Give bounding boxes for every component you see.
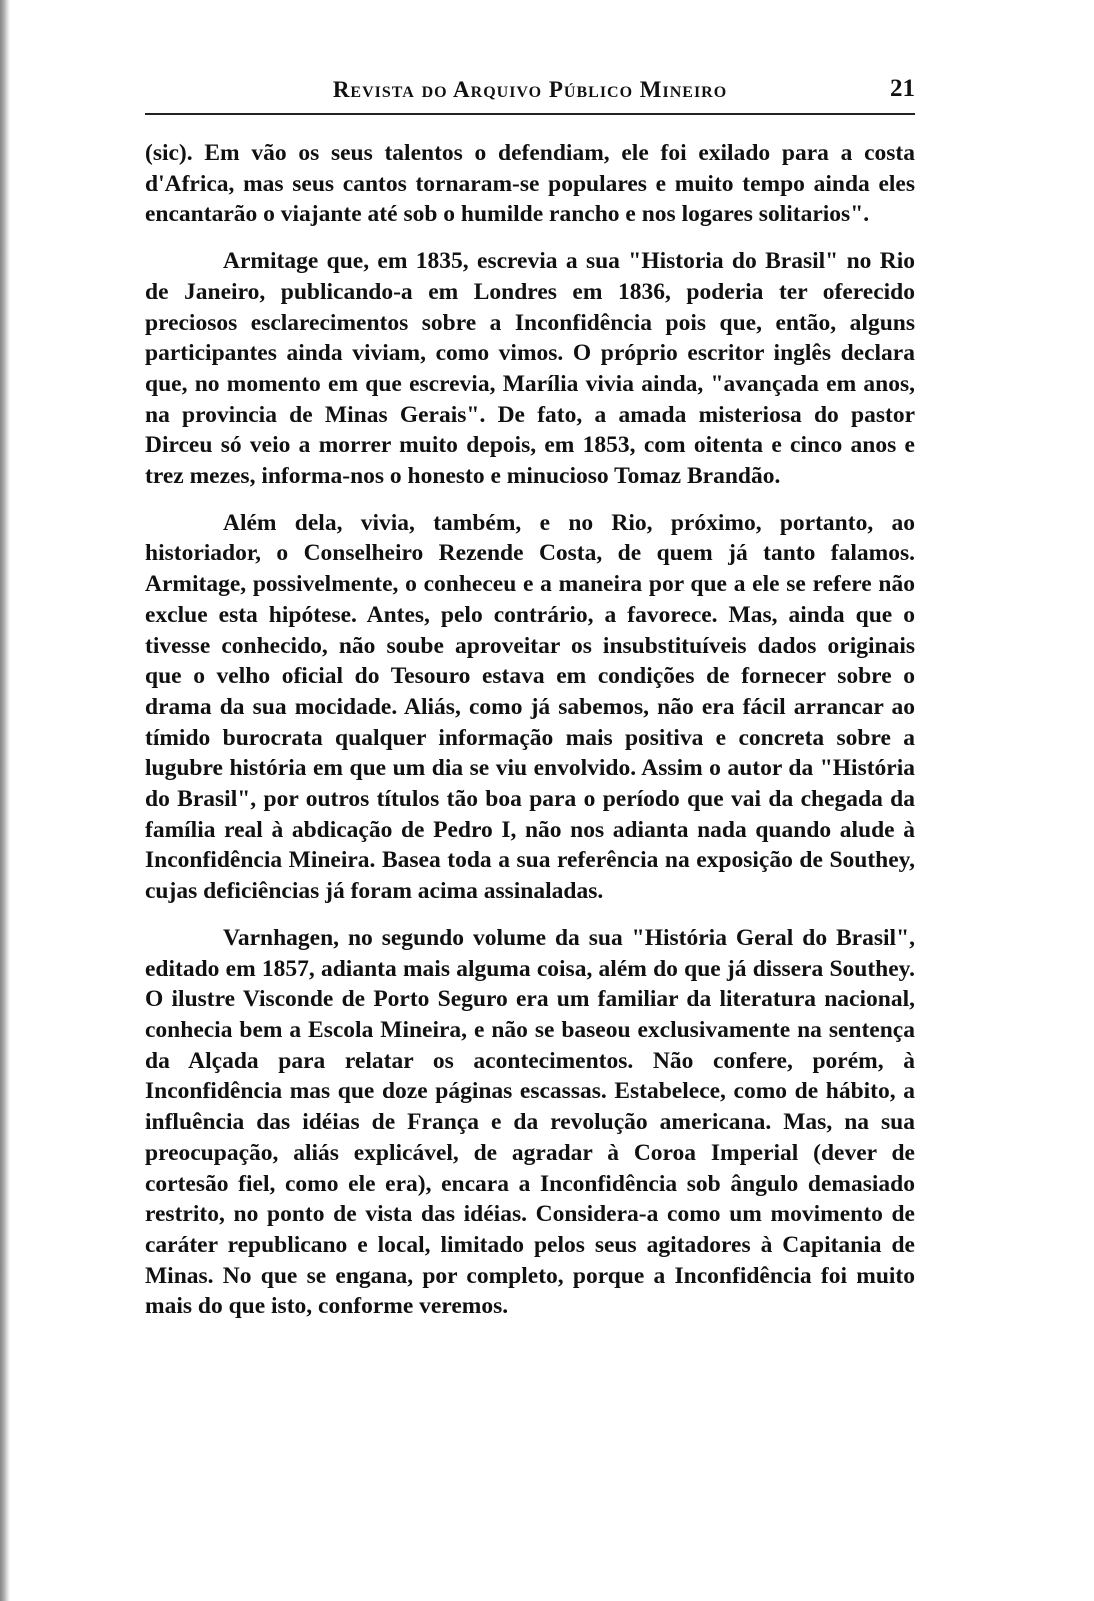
paragraph-4: Varnhagen, no segundo volume da sua "História Geral do Brasil", editado em 1857, adianta mais alguma coisa, além do que já dissera Southey. O ilustre Visconde de Porto Seguro era um familiar da literatura nacional, conhecia bem a Escola Mineira, e não se baseou exclusivamente na sentença da Alçada para relatar os acontecimentos. Não confere, porém, à Inconfidência mas que doze páginas escassas. Estabelece, como de hábito, a influência das idéias de França e da revolução americana. Mas, na sua preocupação, aliás explicável, de agradar à Coroa Imperial (dever de cortesão fiel, como ele era), encara a Inconfidência sob ângulo demasiado restrito, no ponto de vista das idéias. Considera-a como um movimento de caráter republicano e local, limitado pelos seus agitadores à Capitania de Minas. No que se engana, por completo, porque a Inconfidência foi muito mais do que isto, conforme veremos. bbox=[145, 924, 915, 1320]
scanned-page-edge bbox=[0, 0, 10, 1601]
paragraph-3: Além dela, vivia, também, e no Rio, próximo, portanto, ao historiador, o Conselheiro Rezende Costa, de quem já tanto falamos. Armitage, possivelmente, o conheceu e a maneira por que a ele se refere não exclue esta hipótese. Antes, pelo contrário, a favorece. Mas, ainda que o tivesse conhecido, não soube aproveitar os insubstituíveis dados originais que o velho oficial do Tesouro estava em condições de fornecer sobre o drama da sua mocidade. Aliás, como já sabemos, não era fácil arrancar ao tímido burocrata qualquer informação mais positiva e concreta sobre a lugubre história em que um dia se viu envolvido. Assim o autor da "História do Brasil", por outros títulos tão boa para o período que vai da chegada da família real à abdicação de Pedro I, não nos adianta nada quando alude à Inconfidência Mineira. Basea toda a sua referência na exposição de Southey, cujas deficiências já foram acima assinaladas. bbox=[145, 509, 915, 905]
running-title: Revista do Arquivo Público Mineiro bbox=[332, 77, 728, 102]
page-number: 21 bbox=[890, 75, 915, 102]
page-header bbox=[145, 75, 915, 115]
paragraph-1: (sic). Em vão os seus talentos o defendiam, ele foi exilado para a costa d'Africa, mas seus cantos tornaram-se populares e muito tempo ainda eles encantarão o viajante até sob o humilde rancho e nos logares solitarios". bbox=[145, 140, 915, 228]
body-text bbox=[145, 138, 915, 1322]
paragraph-2: Armitage que, em 1835, escrevia a sua "Historia do Brasil" no Rio de Janeiro, publicando-a em Londres em 1836, poderia ter oferecido preciosos esclarecimentos sobre a Inconfidência pois que, então, alguns participantes ainda viviam, como vimos. O próprio escritor inglês declara que, no momento em que escrevia, Marília vivia ainda, "avançada em anos, na provincia de Minas Gerais". De fato, a amada misteriosa do pastor Dirceu só veio a morrer muito depois, em 1853, com oitenta e cinco anos e trez mezes, informa-nos o honesto e minucioso Tomaz Brandão. bbox=[145, 248, 915, 490]
